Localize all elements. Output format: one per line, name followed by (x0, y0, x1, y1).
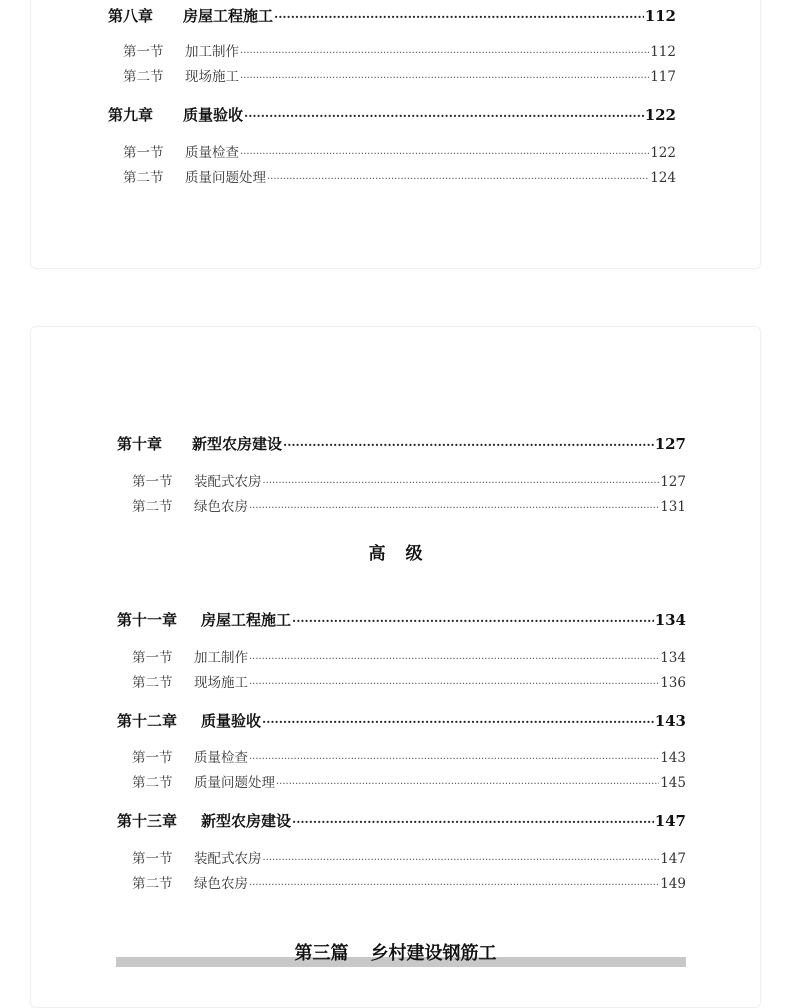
part-name: 乡村建设钢筋工 (370, 943, 497, 964)
dot-leader (249, 503, 659, 514)
chapter-title: 房屋工程施工 (201, 611, 292, 629)
section-title: 加工制作 (185, 44, 239, 60)
dot-leader (240, 48, 649, 59)
section-number: 第一节 (132, 474, 173, 490)
section-number: 第一节 (132, 650, 173, 666)
chapter-number: 第九章 (108, 106, 154, 124)
chapter-title: 新型农房建设 (192, 435, 283, 453)
section-number: 第二节 (123, 170, 164, 186)
chapter-number: 第十二章 (117, 712, 178, 730)
chapter-page: 122 (644, 106, 676, 124)
dot-leader (292, 614, 654, 628)
part-title (31, 939, 760, 965)
dot-leader (283, 438, 654, 452)
chapter-title: 新型农房建设 (201, 812, 292, 830)
section-number: 第二节 (123, 69, 164, 85)
toc-chapter-10[interactable] (117, 433, 686, 454)
section-number: 第一节 (123, 145, 164, 161)
section-page: 112 (650, 44, 676, 60)
section-page: 147 (660, 851, 686, 867)
chapter-number: 第十三章 (117, 812, 178, 830)
section-title: 绿色农房 (194, 876, 248, 892)
dot-leader (267, 174, 649, 185)
section-page: 122 (650, 145, 676, 161)
toc-chapter-12[interactable] (117, 710, 686, 731)
dot-leader (249, 880, 659, 891)
section-number: 第二节 (132, 876, 173, 892)
toc-section[interactable] (108, 166, 676, 186)
section-number: 第一节 (132, 750, 173, 766)
dot-leader (263, 855, 660, 866)
chapter-title: 质量验收 (183, 106, 244, 124)
toc-chapter-11[interactable] (117, 609, 686, 630)
section-number: 第二节 (132, 499, 173, 515)
section-title: 绿色农房 (194, 499, 248, 515)
section-title: 质量检查 (185, 145, 239, 161)
section-title: 加工制作 (194, 650, 248, 666)
toc-section[interactable] (117, 495, 686, 515)
dot-leader (240, 73, 649, 84)
section-page: 145 (660, 775, 686, 791)
dot-leader (249, 754, 659, 765)
toc-section[interactable] (117, 646, 686, 666)
toc-section[interactable] (117, 671, 686, 691)
level-heading-char: 级 (405, 544, 423, 564)
section-page: 117 (650, 69, 676, 85)
toc-card-upper (30, 0, 761, 269)
section-page: 131 (660, 499, 686, 515)
section-title: 质量问题处理 (194, 775, 275, 791)
dot-leader (274, 10, 644, 24)
toc-section[interactable] (108, 65, 676, 85)
section-page: 134 (660, 650, 686, 666)
section-number: 第一节 (123, 44, 164, 60)
toc-section[interactable] (117, 470, 686, 490)
dot-leader (249, 654, 659, 665)
chapter-number: 第八章 (108, 7, 154, 25)
section-title: 装配式农房 (194, 474, 262, 490)
toc-card-lower (30, 326, 761, 1008)
section-page: 127 (660, 474, 686, 490)
dot-leader (276, 779, 659, 790)
section-page: 136 (660, 675, 686, 691)
section-page: 143 (660, 750, 686, 766)
section-page: 149 (660, 876, 686, 892)
toc-section[interactable] (117, 872, 686, 892)
toc-section[interactable] (117, 746, 686, 766)
level-heading-advanced (31, 539, 760, 564)
toc-chapter-13[interactable] (117, 810, 686, 831)
toc-section[interactable] (117, 771, 686, 791)
chapter-number: 第十一章 (117, 611, 178, 629)
dot-leader (244, 109, 644, 123)
dot-leader (240, 149, 649, 160)
dot-leader (249, 679, 659, 690)
section-title: 质量检查 (194, 750, 248, 766)
chapter-number: 第十章 (117, 435, 163, 453)
toc-section[interactable] (117, 847, 686, 867)
section-number: 第二节 (132, 675, 173, 691)
chapter-title: 质量验收 (201, 712, 262, 730)
dot-leader (292, 815, 654, 829)
chapter-page: 127 (654, 435, 686, 453)
chapter-page: 112 (644, 7, 676, 25)
chapter-page: 147 (654, 812, 686, 830)
part-number: 第三篇 (294, 943, 349, 964)
toc-chapter-9[interactable] (108, 104, 676, 125)
toc-section[interactable] (108, 141, 676, 161)
dot-leader (263, 478, 660, 489)
level-heading-char: 高 (368, 544, 386, 564)
toc-section[interactable] (108, 40, 676, 60)
section-title: 质量问题处理 (185, 170, 266, 186)
chapter-page: 134 (654, 611, 686, 629)
toc-chapter-8[interactable] (108, 5, 676, 26)
section-number: 第二节 (132, 775, 173, 791)
section-page: 124 (650, 170, 676, 186)
section-number: 第一节 (132, 851, 173, 867)
section-title: 现场施工 (194, 675, 248, 691)
dot-leader (262, 715, 654, 729)
chapter-title: 房屋工程施工 (183, 7, 274, 25)
section-title: 装配式农房 (194, 851, 262, 867)
chapter-page: 143 (654, 712, 686, 730)
section-title: 现场施工 (185, 69, 239, 85)
